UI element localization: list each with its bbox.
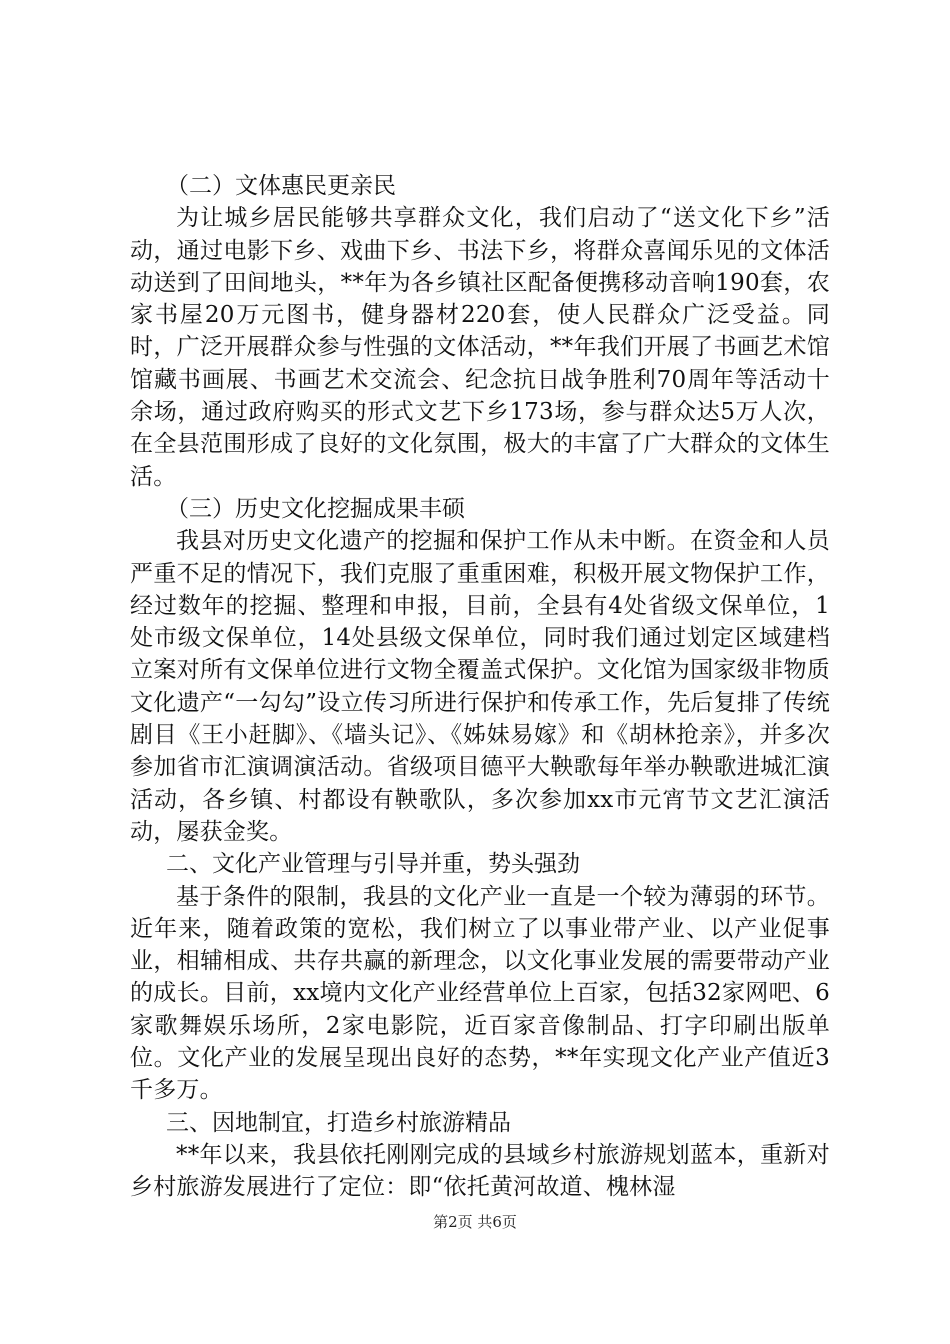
document-body (130, 170, 830, 1204)
section-paragraph-cultural-industry: 基于条件的限制，我县的文化产业一直是一个较为薄弱的环节。近年来，随着政策的宽松，我们树立了以事业带产业、以产业促事业，相辅相成、共存共赢的新理念，以文化事业发展的需要带动产业的成长。目前，xx境内文化产业经营单位上百家，包括32家网吧、6家歌舞娱乐场所，2家电影院，近百家音像制品、打字印刷出版单位。文化产业的发展呈现出良好的态势，**年实现文化产业产值近3千多万。 (130, 883, 830, 1104)
section-heading-rural-tourism: 三、因地制宜，打造乡村旅游精品 (166, 1109, 511, 1136)
section-paragraph-rural-tourism: **年以来，我县依托刚刚完成的县域乡村旅游规划蓝本，重新对乡村旅游发展进行了定位：即“依托黄河故道、槐林湿 (130, 1141, 830, 1201)
section-heading-historical-culture: （三）历史文化挖掘成果丰硕 (166, 495, 465, 522)
section-paragraph-culture-for-people: 为让城乡居民能够共享群众文化，我们启动了“送文化下乡”活动，通过电影下乡、戏曲下乡、书法下乡，将群众喜闻乐见的文体活动送到了田间地头，**年为各乡镇社区配备便携移动音响190套，农家书屋20万元图书，健身器材220套，使人民群众广泛受益。同时，广泛开展群众参与性强的文体活动，**年我们开展了书画艺术馆馆藏书画展、书画艺术交流会、纪念抗日战争胜利70周年等活动十余场，通过政府购买的形式文艺下乡173场，参与群众达5万人次，在全县范围形成了良好的文化氛围，极大的丰富了广大群众的文体生活。 (130, 205, 830, 490)
section-heading-culture-for-people: （二）文体惠民更亲民 (166, 173, 396, 199)
section-paragraph-historical-culture: 我县对历史文化遗产的挖掘和保护工作从未中断。在资金和人员严重不足的情况下，我们克服了重重困难，积极开展文物保护工作，经过数年的挖掘、整理和申报，目前，全县有4处省级文保单位，1处市级文保单位，14处县级文保单位，同时我们通过划定区域建档立案对所有文保单位进行文物全覆盖式保护。文化馆为国家级非物质文化遗产“一勾勾”设立传习所进行保护和传承工作，先后复排了传统剧目《王小赶脚》、《墙头记》、《姊妹易嫁》和《胡林抢亲》，并多次参加省市汇演调演活动。省级项目德平大鞅歌每年举办鞅歌进城汇演活动，各乡镇、村都设有鞅歌队，多次参加xx市元宵节文艺汇演活动，屡获金奖。 (130, 528, 830, 845)
section-heading-cultural-industry: 二、文化产业管理与引导并重，势头强劲 (166, 851, 580, 878)
page-footer: 第2页 共6页 (433, 1213, 517, 1231)
